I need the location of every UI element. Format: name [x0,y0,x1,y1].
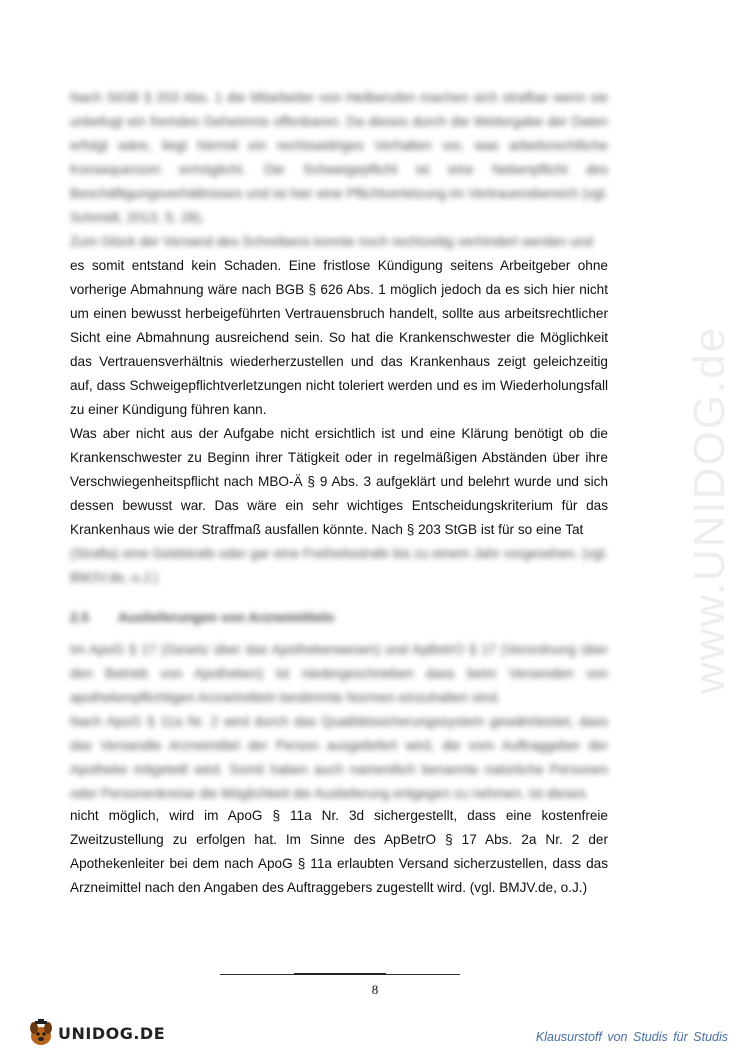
blurred-paragraph: (Strafta) eine Geldstrafe oder gar eine Freiheitsstrafe bis zu einem Jahr vorgesehen. (vgl. BMJV.de, o.J.) [70,546,608,585]
blurred-top-block [70,86,608,254]
blurred-paragraph: Nach ApoG § 11a Nr. 2 wird durch das Qualitätssicherungssystem gewährleistet, dass das Versandte Arzneimittel der Person ausgeliefert wird, die vom Auftraggeber der Apotheke mitgeteilt wird. Somit haben auch namentlich benannte natürliche Personen oder Personenkreise die Möglichkeit die Auslieferung entgegen zu nehmen. Ist dieses [70,714,608,801]
section-number: 2.5 [70,610,89,625]
unidog-logo [26,1016,165,1050]
clear-bottom-block [70,804,608,900]
blurred-paragraph: Im ApoG § 17 (Gesetz über das Apothekenwesen) und ApBetrO § 17 (Verordnung über den Betrieb von Apotheken) ist niedergeschrieben dass beim Versenden von apothekenpflichtigen Arzneimitteln bestimmte Normen einzuhalten sind. [70,642,608,705]
watermark-text: www.UNIDOG.de [685,325,735,695]
page-number: 8 [371,982,379,997]
watermark [650,280,750,740]
blurred-paragraph: Nach StGB § 203 Abs. 1 die Mitarbeiter von Heilberufen machen sich strafbar wenn sie unbefugt ein fremdes Geheimnis offenbaren. Da dieses durch die Weitergabe der Daten erfolgt wäre, liegt hiermit ein rechtswidriges Verhalten vor, was arbeitsrechtliche Konsequenzen ermöglicht. Die Schweigepflicht ist eine Nebenpflicht des Beschäftigungsverhältnisses und ist hier eine Pflichtverletzung im Vertrauensbereich (vgl. Schmidt, 2013, S. 28). [70,90,608,225]
body-paragraph: Was aber nicht aus der Aufgabe nicht ersichtlich ist und eine Klärung benötigt ob die Krankenschwester zu Beginn ihrer Tätigkeit oder in regelmäßigen Abständen über ihre Verschwiegenheitspflicht nach MBO-Ä § 9 Abs. 3 aufgeklärt und belehrt wurde und sich dessen bewusst war. Das wäre ein sehr wichtiges Entscheidungskriterium für das Krankenhaus wie der Straffmaß ausfallen könnte. Nach § 203 StGB ist für so eine Tat [70,426,608,537]
section-heading [70,610,334,625]
section-title: Auslieferungen von Arzneimitteln [118,610,335,625]
blurred-section-block [70,638,608,806]
footer-rule-accent [294,973,386,975]
blurred-middle-block [70,542,608,590]
footer-tagline: Klausurstoff von Studis für Studis [535,1030,728,1044]
blurred-paragraph: Zum Glück der Versand des Schreibens konnte noch rechtzeitig verhindert werden und [70,234,593,249]
body-paragraph: nicht möglich, wird im ApoG § 11a Nr. 3d sichergestellt, dass eine kostenfreie Zweitzustellung zu erfolgen hat. Im Sinne des ApBetrO § 17 Abs. 2a Nr. 2 der Apothekenleiter bei dem nach ApoG § 11a erlaubten Versand sicherzustellen, dass das Arzneimittel nach den Angaben des Auftraggebers zugestellt wird. (vgl. BMJV.de, o.J.) [70,808,608,895]
logo-text: UNIDOG.DE [58,1023,166,1043]
dog-mascot-icon [26,1018,56,1048]
clear-text-block [70,254,608,542]
body-paragraph: es somit entstand kein Schaden. Eine fristlose Kündigung seitens Arbeitgeber ohne vorherige Abmahnung wäre nach BGB § 626 Abs. 1 möglich jedoch da es sich hier nicht um einen bewusst herbeigeführten Vertrauensbruch handelt, sollte aus arbeitsrechtlicher Sicht eine Abmahnung ausreichend sein. So hat die Krankenschwester die Möglichkeit das Vertrauensverhältnis wiederherzustellen und das Krankenhaus zeigt geleichzeitig auf, dass Schweigepflichtverletzungen nicht toleriert werden und es im Wiederholungsfall zu einer Kündigung führen kann. [70,258,608,417]
